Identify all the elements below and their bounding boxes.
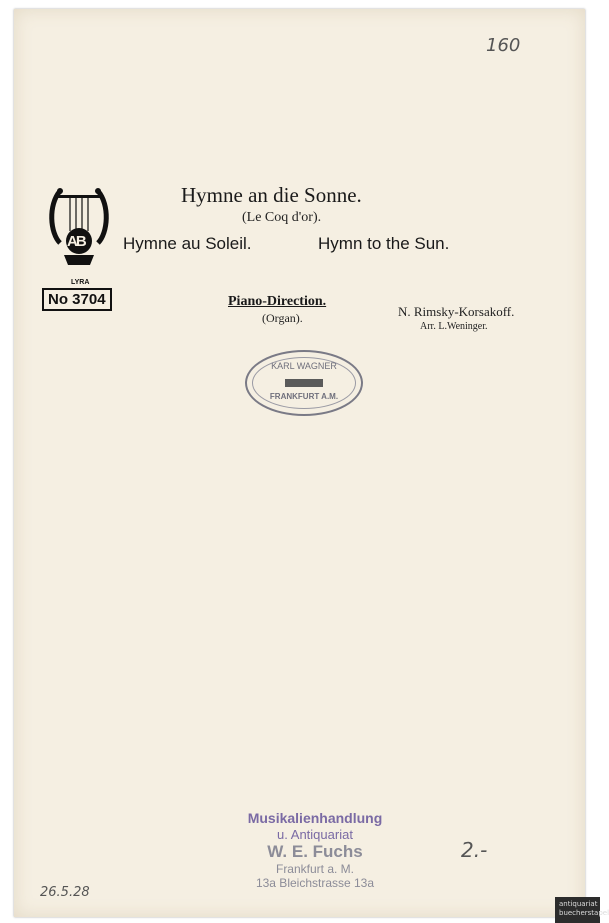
composer: N. Rimsky-Korsakoff. — [398, 304, 515, 319]
watermark-line1: antiquariat — [559, 900, 598, 908]
edition-direction: Piano-Direction. — [228, 294, 327, 309]
stamp-fuchs-line3: W. E. Fuchs — [267, 842, 363, 861]
edition-organ: (Organ). — [262, 311, 303, 325]
fuchs-stamp — [215, 810, 415, 890]
stamp-fuchs-line2: u. Antiquariat — [277, 827, 353, 842]
stamp-fuchs-line1: Musikalienhandlung — [247, 810, 383, 826]
watermark-line2: buecherstapel — [559, 909, 609, 917]
stamp-fuchs-line4: Frankfurt a. M. — [275, 862, 355, 876]
lyra-logo-icon — [46, 185, 112, 277]
logo-letters: AB — [67, 233, 85, 250]
title-french: Hymne au Soleil. — [123, 234, 252, 253]
pencil-date: 26.5.28 — [40, 885, 90, 900]
title-original: (Le Coq d'or). — [242, 210, 322, 225]
pencil-page-number: 160 — [486, 35, 521, 56]
stamp-wagner-bottom: FRANKFURT A.M. — [269, 392, 339, 401]
sheet-music-cover — [14, 9, 585, 917]
catalog-number: No 3704 — [42, 288, 112, 311]
pencil-price: 2.- — [461, 838, 488, 862]
lyra-label: LYRA — [71, 279, 90, 286]
arranger: Arr. L.Weninger. — [420, 321, 488, 332]
stamp-redaction-bar — [285, 379, 323, 387]
karl-wagner-stamp — [245, 350, 363, 416]
title-english: Hymn to the Sun. — [318, 234, 450, 253]
title-german: Hymne an die Sonne. — [181, 183, 362, 207]
watermark-badge — [555, 897, 609, 923]
stamp-wagner-top: KARL WAGNER — [271, 361, 337, 371]
stamp-fuchs-line5: 13a Bleichstrasse 13a — [255, 876, 375, 890]
